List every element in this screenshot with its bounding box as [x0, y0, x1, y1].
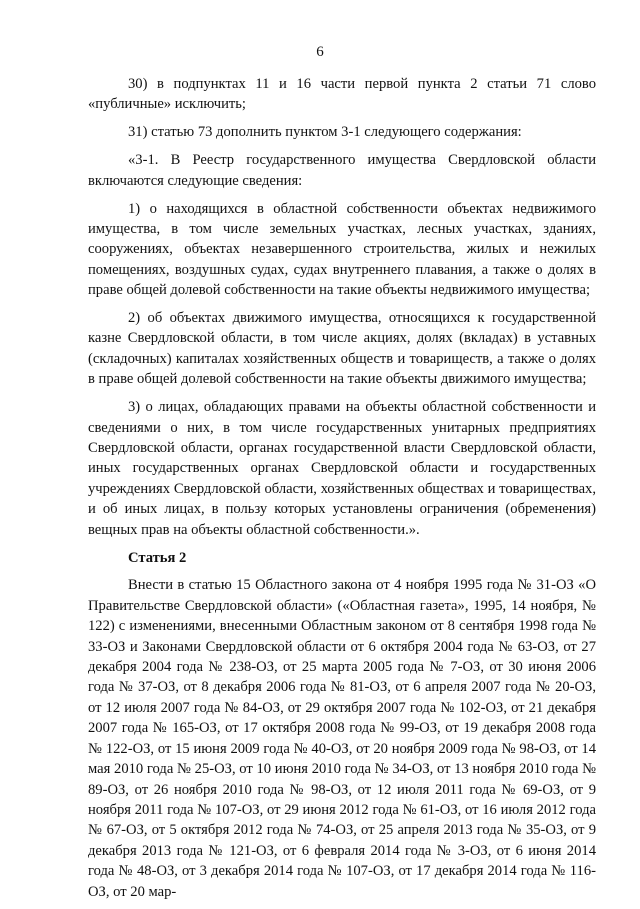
- article-2-paragraph: Внести в статью 15 Областного закона от 4 ноября 1995 года № 31-ОЗ «О Правительстве Свердловской области» («Областная газета», 1995, 14 ноября, № 122) с изменениями, внесенными Областным законом от 8 сентября 1998 года № 33-ОЗ и Законами Свердловской области от 6 октября 2004 года № 63-ОЗ, от 27 декабря 2004 года № 238-ОЗ, от 25 марта 2005 года № 7-ОЗ, от 30 июня 2006 года № 37-ОЗ, от 8 декабря 2006 года № 81-ОЗ, от 6 апреля 2007 года № 20-ОЗ, от 12 июля 2007 года № 84-ОЗ, от 29 октября 2007 года № 102-ОЗ, от 21 декабря 2007 года № 165-ОЗ, от 17 октября 2008 года № 99-ОЗ, от 19 декабря 2008 года № 122-ОЗ, от 15 июня 2009 года № 40-ОЗ, от 20 ноября 2009 года № 98-ОЗ, от 14 мая 2010 года № 25-ОЗ, от 10 июня 2010 года № 34-ОЗ, от 13 ноября 2010 года № 89-ОЗ, от 26 ноября 2010 года № 98-ОЗ, от 12 июля 2011 года № 69-ОЗ, от 9 ноября 2011 года № 107-ОЗ, от 29 июня 2012 года № 61-ОЗ, от 16 июля 2012 года № 67-ОЗ, от 5 октября 2012 года № 74-ОЗ, от 25 апреля 2013 года № 35-ОЗ, от 9 декабря 2013 года № 121-ОЗ, от 6 февраля 2014 года № 3-ОЗ, от 6 июня 2014 года № 48-ОЗ, от 3 декабря 2014 года № 107-ОЗ, от 17 декабря 2014 года № 116-ОЗ, от 20 мар-: [88, 577, 596, 900]
- paragraph-registry-intro: «3-1. В Реестр государственного имущества Свердловской области включаются следующие сведения:: [88, 152, 596, 189]
- paragraph-item-30: 30) в подпунктах 11 и 16 части первой пункта 2 статьи 71 слово «публичные» исключить;: [88, 76, 596, 113]
- paragraph-subitem-1: 1) о находящихся в областной собственности объектах недвижимого имущества, в том числе земельных участках, лесных участках, зданиях, сооружениях, объектах незавершенного строительства, жилых и нежилых помещениях, воздушных судах, судах внутреннего плавания, а также о долях в праве общей долевой собственности на такие объекты недвижимого имущества;: [88, 200, 596, 299]
- document-body: [88, 74, 596, 909]
- paragraph-subitem-3: 3) о лицах, обладающих правами на объекты областной собственности и сведениями о них, в том числе государственных унитарных предприятиях Свердловской области, органах государственной власти Свердловской области, иных государственных органах Свердловской области и государственных учреждениях Свердловской области, хозяйственных обществах и товариществах, и об иных лицах, в пользу которых установлены ограничения (обременения) вещных прав на объекты областной собственности.».: [88, 399, 596, 538]
- article-2-heading: Статья 2: [128, 550, 187, 567]
- paragraph-item-31: 31) статью 73 дополнить пунктом 3-1 следующего содержания:: [128, 124, 522, 141]
- page-number: 6: [316, 44, 324, 60]
- paragraph-subitem-2: 2) об объектах движимого имущества, относящихся к государственной казне Свердловской области, в том числе акциях, долях (вкладах) в уставных (складочных) капиталах хозяйственных обществ и товариществ, а также о долях в праве общей долевой собственности на такие объекты движимого имущества;: [88, 310, 596, 388]
